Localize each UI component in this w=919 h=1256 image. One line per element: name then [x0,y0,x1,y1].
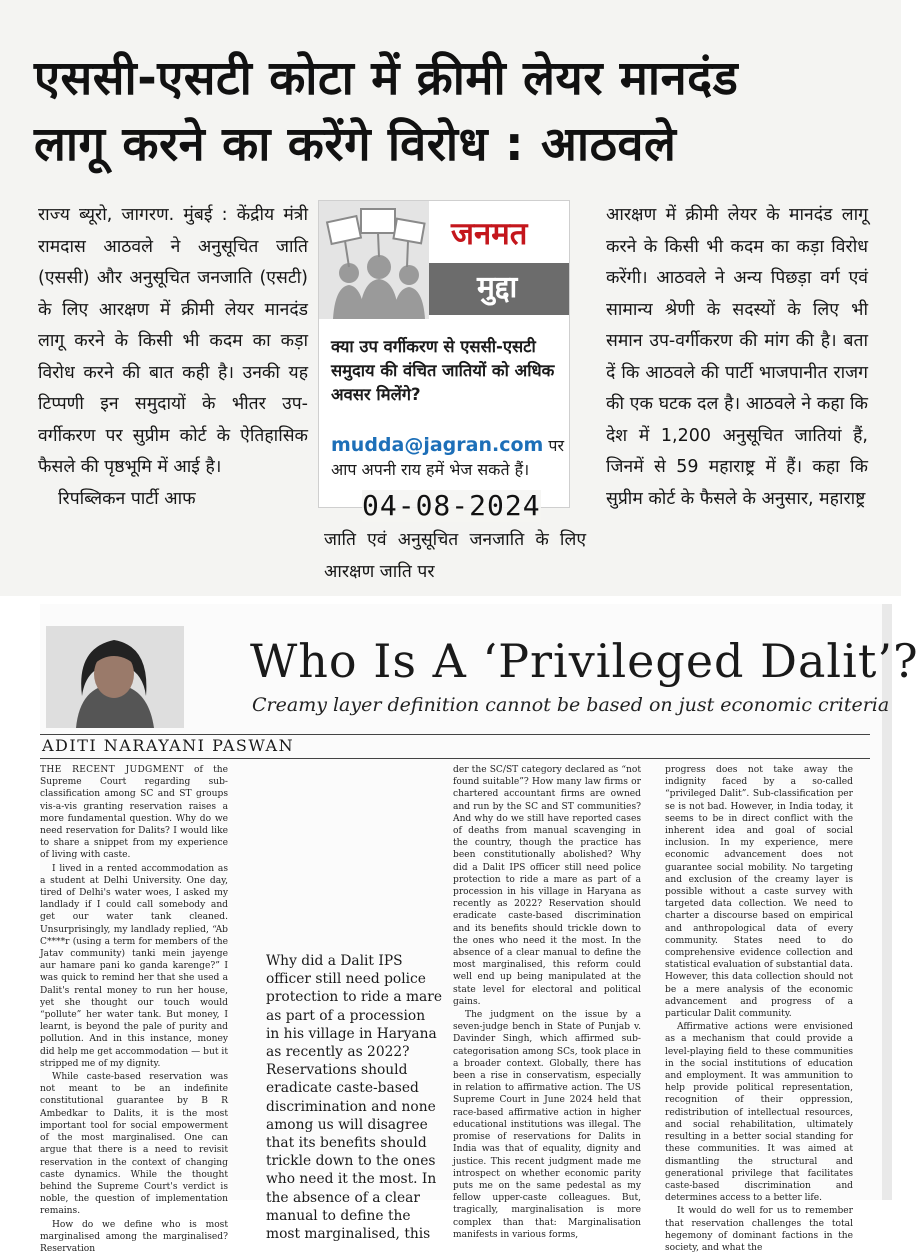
email-address: mudda@jagran.com [331,434,544,456]
article-column-4 [665,764,853,1255]
hindi-paragraph: राज्य ब्यूरो, जागरण. मुंबई : केंद्रीय मंत्री रामदास आठवले ने अनुसूचित जाति (एससी) और अनुसूचित जनजाति (एसटी) के लिए आरक्षण में क्रीमी लेयर मानदंड लागू करने के किसी भी कदम का कड़ा विरोध करने की बात कही है। उनकी यह टिप्पणी इन समुदायों के भीतर उप-वर्गीकरण पर सुप्रीम कोर्ट के ऐतिहासिक फैसले की पृष्ठभूमि में आई है। [38,205,308,477]
article-paragraph: It would do well for us to remember that reservation challenges the total hegemony of dominant factions in the society, and what the [665,1206,853,1253]
pull-quote: Why did a Dalit IPS officer still need police protection to ride a mare as part of a procession in his village in Haryana as recently as 2022? Reservations should eradicate caste-based discrimination and none among us will disagree that its benefits should trickle down to the ones who need it the most. In the absence of a clear manual to define the most marginalised, this [266,953,443,1243]
protest-illustration [319,201,429,319]
article-paragraph: The judgment on the issue by a seven-judge bench in State of Punjab v. Davinder Singh, which affirmed sub-categorisation among SCs, took place in a broader context. Globally, there has been a rise in conservatism, especially in relation to affirmative action. The US Supreme Court in June 2024 held that race-based affirmative action in higher educational institutions was illegal. The promise of reservations for Dalits in India was that of equality, dignity and justice. This recent judgment made me introspect on whether economic parity puts me on the same pedestal as my fellow upper-caste colleagues. But, tragically, marginalisation is more complex than that: Marginalisation manifests in various forms, [453,1010,641,1240]
article-deck: Creamy layer definition cannot be based on just economic criteria [252,694,890,716]
mudda-subtitle: मुद्दा [477,270,518,305]
hindi-news-clipping [0,0,901,596]
english-news-clipping [40,604,919,1254]
author-portrait [46,626,184,728]
janmat-poll-box [318,200,570,508]
lead-caps: THE RECENT JUDGMENT [40,765,184,775]
hindi-headline [34,46,874,178]
janmat-title: जनमत [451,216,528,252]
article-paragraph: I lived in a rented accommodation as a student at Delhi University. One day, tired of Delhi's water woes, I asked my landlady if I could call somebody and get our water tank cleaned. Unsurprisingly, my landlady replied, “Ab C****r (using a term for members of the Jatav community) tanki mein jayenge aur hamare pani ko ganda karenge?” I was quick to remind her that she used a Dalit's rental money to run her house, yet she thought our touch would “pollute” her water tank. But money, I learnt, is beyond the pale of purity and pollution. And in this instance, money did help me get accommodation — but it stripped me of my dignity. [40,863,228,1069]
article-paragraph: How do we define who is most marginalised among the marginalised? Reservation [40,1219,228,1254]
article-headline: Who Is A ‘Privileged Dalit’? [250,634,919,688]
hindi-column-middle: जाति एवं अनुसूचित जनजाति के लिए आरक्षण जाति पर [324,530,586,582]
paragraph-text: of the Supreme Court regarding sub-classification among SC and ST groups vis-a-vis granting reservation raises a more fundamental question. Why do we need reservation for Dalits? I would like to share a snippet from my experience of living with caste. [40,765,229,861]
date-stamp: 04-08-2024 [362,489,541,522]
poll-email-line [331,433,571,482]
author-byline: ADITI NARAYANI PASWAN [42,736,295,755]
email-instruction: आप अपनी राय हमें भेज सकते हैं। [331,460,530,479]
divider [40,758,870,759]
article-column-1 [40,764,228,1256]
hindi-column-left [38,200,308,515]
article-paragraph: progress does not take away the indignity faced by a so-called “privileged Dalit”. Sub-classification per se is not bad. However, in India today, it seems to be in direct conflict with the inherent idea and goal of social inclusion. In my experience, mere economic advancement does not guarantee social mobility. No targeting and exclusion of the creamy layer is possible without a caste survey with targeted data collection. We need to charter a discourse based on empirical and anthropological data of every community. States need to do comprehensive evidence collection and statistical evaluation of substantial data. However, this data collection should not be a mere analysis of the economic advancement and progress of a particular Dalit community. [665,765,853,1020]
hindi-paragraph: रिपब्लिकन पार्टी आफ [58,488,196,509]
article-paragraph: der the SC/ST category declared as “not found suitable”? How many law firms or chartered accountant firms are owned and run by the SC and ST communities? And why do we still have reported cases of deaths from manual scavenging in the country, though the practice has been constitutionally abolished? Why did a Dalit IPS officer still need police protection to ride a mare as part of a procession in his village in Haryana as recently as 2022? Reservation should eradicate caste-based discrimination and its benefits should trickle down to the ones who need it the most. In the absence of a clear manual to define the most marginalised, this reform could well end up being manipulated at the state level for electoral and political gains. [453,765,641,1007]
hindi-column-right: आरक्षण में क्रीमी लेयर के मानदंड लागू करने के किसी भी कदम का कड़ा विरोध करेंगी। आठवले ने अन्य पिछड़ा वर्ग एवं सामान्य श्रेणी के सदस्यों के लिए भी समान उप-वर्गीकरण की मांग की है। बता दें कि आठवले की पार्टी भाजपानीत राजग की एक घटक दल है। आठवले ने कहा कि देश में 1,200 अनुसूचित जातियां हैं, जिनमें से 59 महाराष्ट्र में हैं। कहा कि सुप्रीम कोर्ट के फैसले के अनुसार, महाराष्ट्र [606,205,868,509]
email-suffix: पर [543,436,565,455]
article-column-3 [453,764,641,1242]
hindi-headline-line-2: लागू करने का करेंगे विरोध : आठवले [34,117,677,172]
article-paragraph [40,764,228,862]
article-paragraph: Affirmative actions were envisioned as a mechanism that could provide a level-playing field to these communities in the social institutions of education and employment. It was ammunition to help provide political representation, recognition of their oppression, redistribution of intellectual resources, and social rehabilitation, ultimately resulting in a better social standing for these communities. It was aimed at dismantling the structural and generational privilege that facilitates caste-based discrimination and determines access to a better life. [665,1022,853,1204]
divider [40,734,870,735]
article-paragraph: While caste-based reservation was not meant to be an indefinite constitutional guarantee by B R Ambedkar to Dalits, it is the most important tool for social empowerment of the most marginalised. One can argue that there is a need to revisit reservation in the context of changing caste dynamics. While the thought behind the Supreme Court's verdict is noble, the question of implementation remains. [40,1072,228,1217]
hindi-headline-line-1: एससी-एसटी कोटा में क्रीमी लेयर मानदंड [34,51,739,106]
poll-question: क्या उप वर्गीकरण से एससी-एसटी समुदाय की वंचित जातियों को अधिक अवसर मिलेंगे? [331,337,555,404]
